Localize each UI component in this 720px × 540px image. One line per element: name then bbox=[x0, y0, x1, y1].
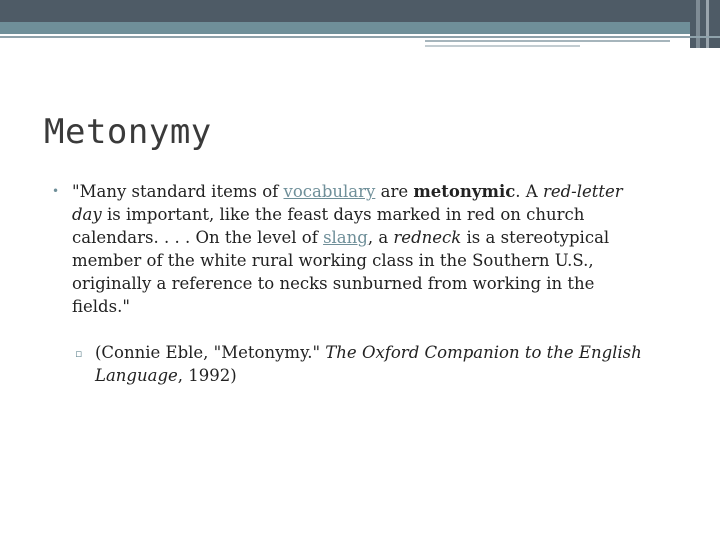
header-corner-block bbox=[690, 0, 720, 48]
header-rule bbox=[425, 45, 580, 47]
bullet-text: are bbox=[375, 182, 414, 201]
header-rule bbox=[0, 36, 720, 38]
citation-text: (Connie Eble, "Metonymy." bbox=[95, 343, 326, 362]
sub-bullet-item bbox=[75, 341, 665, 387]
bullet-italic-text: red-letter day bbox=[72, 182, 623, 224]
header-corner-stripe bbox=[696, 0, 700, 48]
bullet-bold-text: metonymic bbox=[413, 182, 516, 201]
citation-text: , 1992) bbox=[177, 366, 237, 385]
header-band-dark bbox=[0, 0, 720, 22]
bullet-text: . A bbox=[515, 182, 543, 201]
header-band-teal bbox=[0, 22, 720, 34]
citation-italic-text: The Oxford Companion to the English Language bbox=[95, 343, 642, 385]
bullet-text: "Many standard items of bbox=[72, 182, 284, 201]
slang-link[interactable]: slang bbox=[323, 228, 368, 247]
sub-bullet-marker: ▫ bbox=[75, 347, 83, 360]
bullet-item bbox=[52, 180, 657, 318]
header-rule bbox=[425, 40, 670, 42]
bullet-text: is a stereotypical member of the white rural working class in the Southern U.S., originally a reference to necks sunburned from working in the fields." bbox=[72, 228, 610, 316]
bullet-text: , a bbox=[367, 228, 394, 247]
slide-title: Metonymy bbox=[44, 112, 212, 152]
bullet-marker: • bbox=[52, 184, 60, 198]
header-corner-stripe bbox=[706, 0, 709, 48]
bullet-italic-text: redneck bbox=[393, 228, 462, 247]
vocabulary-link[interactable]: vocabulary bbox=[283, 182, 376, 201]
bullet-text: is important, like the feast days marked in red on church calendars. . . . On the level of bbox=[72, 205, 585, 247]
